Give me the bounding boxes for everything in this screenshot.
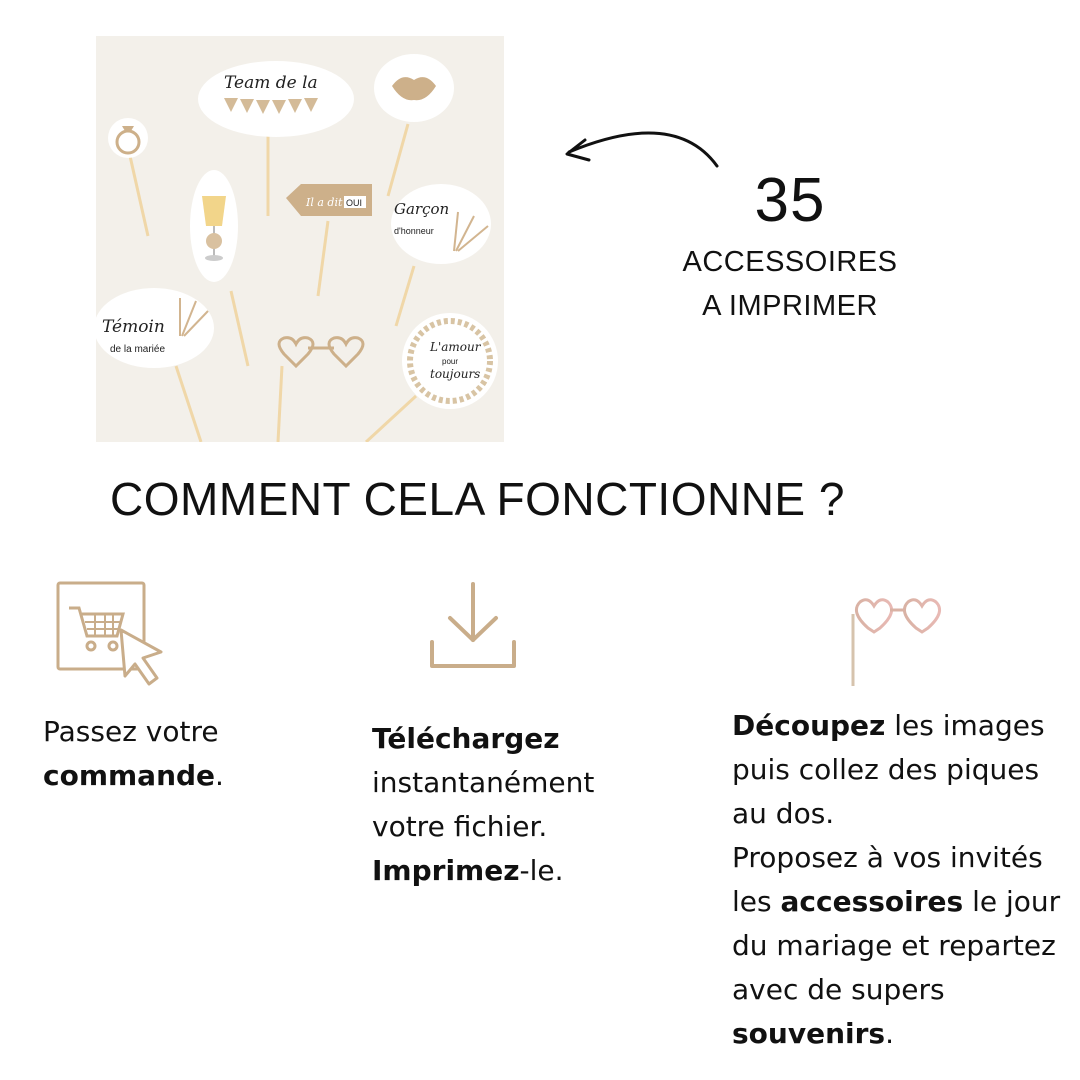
said-yes-oui: OUI	[346, 198, 363, 208]
section-heading: COMMENT CELA FONCTIONNE ?	[110, 473, 845, 525]
step3-text3: le jour du mariage et repartez avec de supers	[732, 885, 1061, 1006]
step-download-text	[372, 717, 672, 893]
step1-bold: commande	[43, 759, 216, 792]
shopping-cart-cursor-icon	[55, 580, 167, 688]
step2-post: -le.	[519, 854, 564, 887]
step-order-text	[43, 710, 323, 798]
champagne-glass-icon	[202, 196, 226, 226]
step3-bold2: accessoires	[780, 885, 964, 918]
step3-text1: les images puis collez des piques au dos.	[732, 709, 1045, 830]
props-illustration	[96, 36, 504, 442]
garcon-script: Garçon	[394, 200, 450, 218]
prop-team-text: Team de la	[224, 73, 318, 93]
promo-line-2: A IMPRIMER	[702, 290, 878, 322]
step3-bold1: Découpez	[732, 709, 886, 742]
step2-bold: Téléchargez	[372, 722, 560, 755]
step3-text4: .	[885, 1017, 894, 1050]
prop-garcon	[391, 184, 491, 264]
prop-heart-glasses	[279, 338, 363, 366]
step1-text: Passez votre	[43, 715, 219, 748]
garcon-sub: d'honneur	[394, 226, 434, 236]
temoin-sub: de la mariée	[110, 344, 166, 355]
accessory-count: 35	[754, 166, 826, 235]
step3-text2: Proposez à vos invités les	[732, 841, 1043, 918]
promo-line-1: ACCESSOIRES	[682, 246, 898, 278]
download-icon	[428, 582, 518, 670]
heart-glasses-icon	[846, 590, 952, 690]
lamour-script: L'amour	[430, 340, 481, 354]
said-yes-script: Il a dit	[306, 196, 343, 209]
step3-bold3: souvenirs	[732, 1017, 886, 1050]
props-photo	[96, 36, 504, 442]
prop-sticks	[130, 124, 416, 442]
lamour-script2: toujours	[430, 367, 481, 381]
step1-post: .	[215, 759, 224, 792]
lamour-sub: pour	[442, 357, 459, 366]
step2-text: instantanément votre fichier.	[372, 766, 595, 843]
step2-bold2: Imprimez	[372, 854, 520, 887]
temoin-script: Témoin	[102, 317, 165, 337]
step-cut-text	[732, 704, 1077, 1056]
